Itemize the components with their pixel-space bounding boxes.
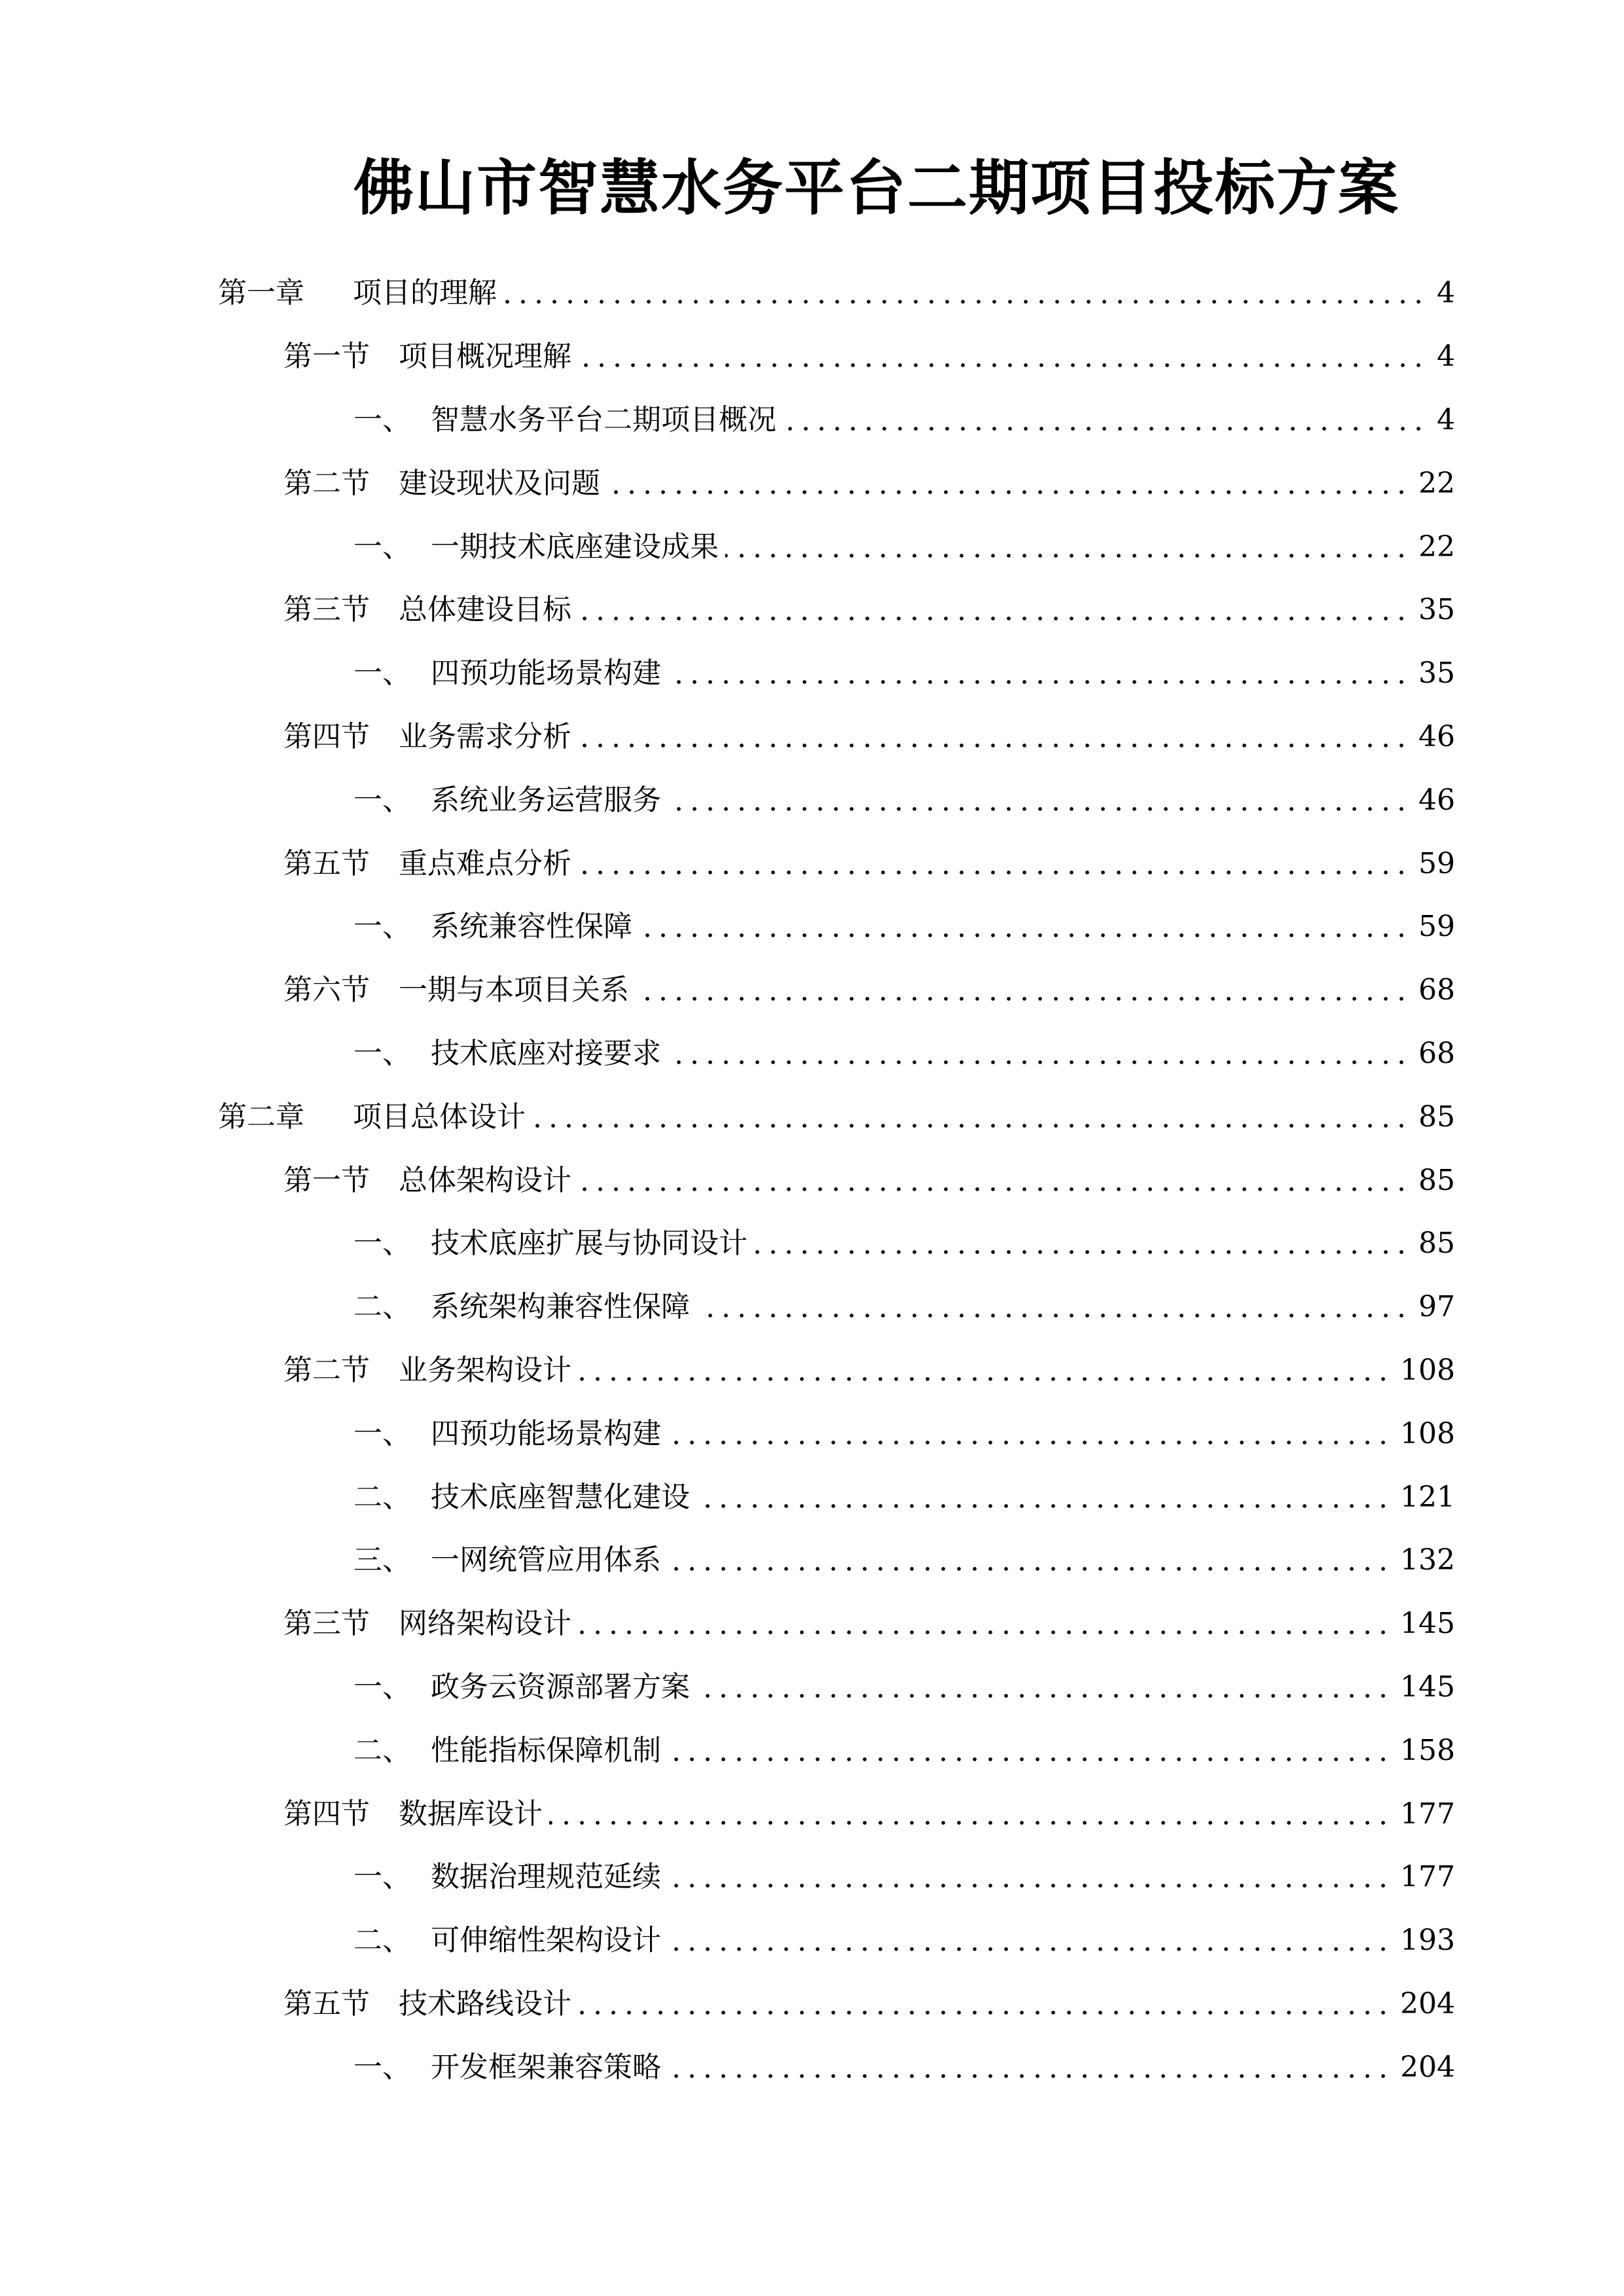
toc-entry-title: 数据治理规范延续 (431, 1860, 661, 1894)
toc-entry-page-number: 204 (1400, 2050, 1455, 2084)
toc-dot-leader (696, 1693, 1391, 1698)
toc-entry-page-number: 85 (1418, 1227, 1455, 1261)
toc-entry-page-number: 97 (1418, 1290, 1455, 1324)
toc-entry-number: 第二节 (283, 466, 370, 500)
toc-entry-title: 系统业务运营服务 (431, 783, 661, 817)
toc-entry-title: 技术底座对接要求 (431, 1036, 661, 1070)
toc-dot-leader (636, 996, 1409, 1001)
toc-entry-number: 一、 (353, 1416, 411, 1450)
toc-dot-leader (783, 426, 1426, 431)
toc-entry-page-number: 46 (1418, 783, 1455, 817)
toc-entry-title: 可伸缩性架构设计 (431, 1924, 661, 1958)
toc-dot-leader (725, 553, 1409, 558)
toc-entry-number: 一、 (353, 1670, 411, 1704)
toc-entry-number: 第一节 (283, 1163, 370, 1197)
toc-entry-number: 第六节 (283, 973, 370, 1007)
toc-entry-page-number: 4 (1437, 403, 1455, 437)
toc-entry-page-number: 46 (1418, 719, 1455, 753)
toc-entry-title: 技术底座智慧化建设 (431, 1480, 690, 1514)
toc-entry-number: 二、 (353, 1733, 411, 1767)
toc-entry-title: 建设现状及问题 (399, 466, 600, 500)
toc-entry-title: 技术路线设计 (399, 1986, 571, 2020)
toc-entry-page-number: 68 (1418, 1036, 1455, 1070)
toc-entry-level-3[interactable] (0, 895, 1624, 959)
toc-entry-page-number: 193 (1400, 1924, 1455, 1958)
toc-entry-title: 业务需求分析 (399, 719, 571, 753)
toc-entry-title: 项目的理解 (353, 276, 497, 310)
toc-entry-page-number: 85 (1418, 1100, 1455, 1134)
toc-dot-leader (578, 1376, 1391, 1382)
toc-entry-title: 技术底座扩展与协同设计 (431, 1227, 748, 1261)
toc-entry-level-2[interactable] (0, 1149, 1624, 1212)
toc-dot-leader (668, 1566, 1391, 1571)
toc-dot-leader (503, 299, 1426, 304)
toc-entry-page-number: 59 (1418, 910, 1455, 944)
toc-entry-page-number: 68 (1418, 973, 1455, 1007)
toc-entry-number: 二、 (353, 1480, 411, 1514)
toc-entry-level-2[interactable] (0, 1339, 1624, 1403)
toc-entry-title: 一期技术底座建设成果 (431, 529, 719, 564)
toc-entry-level-2[interactable] (0, 325, 1624, 389)
toc-entry-title: 一网统管应用体系 (431, 1543, 661, 1577)
toc-dot-leader (668, 1946, 1391, 1952)
toc-entry-level-3[interactable] (0, 1276, 1624, 1339)
toc-dot-leader (578, 616, 1409, 621)
toc-entry-title: 四预功能场景构建 (431, 656, 661, 691)
toc-entry-number: 第二章 (218, 1100, 304, 1134)
toc-entry-level-3[interactable] (0, 389, 1624, 452)
toc-entry-level-2[interactable] (0, 1973, 1624, 2036)
toc-entry-level-2[interactable] (0, 1782, 1624, 1846)
toc-entry-page-number: 35 (1418, 593, 1455, 627)
toc-entry-level-2[interactable] (0, 706, 1624, 769)
toc-entry-title: 系统架构兼容性保障 (431, 1290, 690, 1324)
toc-entry-page-number: 121 (1400, 1480, 1455, 1514)
toc-dot-leader (532, 1123, 1409, 1128)
toc-entry-level-3[interactable] (0, 1656, 1624, 1719)
toc-entry-title: 系统兼容性保障 (431, 910, 632, 944)
toc-entry-level-3[interactable] (0, 1846, 1624, 1909)
toc-entry-level-3[interactable] (0, 1719, 1624, 1782)
toc-dot-leader (668, 679, 1409, 685)
toc-entry-page-number: 22 (1418, 529, 1455, 564)
toc-dot-leader (639, 933, 1409, 938)
toc-entry-level-2[interactable] (0, 959, 1624, 1022)
toc-entry-level-2[interactable] (0, 832, 1624, 895)
toc-entry-number: 一、 (353, 910, 411, 944)
toc-dot-leader (578, 1630, 1391, 1635)
toc-entry-number: 一、 (353, 1036, 411, 1070)
toc-entry-title: 开发框架兼容策略 (431, 2050, 661, 2084)
toc-dot-leader (607, 490, 1409, 495)
toc-dot-leader (696, 1313, 1409, 1318)
toc-entry-level-1[interactable] (0, 262, 1624, 325)
toc-entry-number: 三、 (353, 1543, 411, 1577)
toc-entry-page-number: 22 (1418, 466, 1455, 500)
toc-dot-leader (578, 743, 1409, 748)
toc-entry-level-3[interactable] (0, 1465, 1624, 1529)
toc-entry-page-number: 59 (1418, 846, 1455, 880)
toc-entry-level-3[interactable] (0, 768, 1624, 832)
toc-entry-number: 第三节 (283, 1607, 370, 1641)
toc-entry-number: 一、 (353, 529, 411, 564)
toc-entry-level-3[interactable] (0, 2036, 1624, 2099)
toc-entry-level-2[interactable] (0, 452, 1624, 515)
toc-dot-leader (668, 1757, 1391, 1762)
toc-entry-number: 第四节 (283, 719, 370, 753)
toc-entry-number: 第一节 (283, 340, 370, 374)
toc-entry-title: 一期与本项目关系 (399, 973, 629, 1007)
toc-dot-leader (549, 1820, 1391, 1825)
toc-dot-leader (668, 1883, 1391, 1888)
toc-entry-level-3[interactable] (0, 1402, 1624, 1465)
toc-entry-page-number: 132 (1400, 1543, 1455, 1577)
toc-entry-number: 第四节 (283, 1797, 370, 1831)
toc-entry-level-2[interactable] (0, 579, 1624, 642)
toc-entry-page-number: 108 (1400, 1353, 1455, 1387)
toc-entry-number: 第二节 (283, 1353, 370, 1387)
toc-entry-title: 数据库设计 (399, 1797, 543, 1831)
table-of-contents (0, 262, 1624, 2099)
toc-entry-page-number: 35 (1418, 656, 1455, 691)
toc-dot-leader (578, 363, 1426, 368)
toc-dot-leader (668, 806, 1409, 812)
toc-entry-title: 项目总体设计 (353, 1100, 526, 1134)
toc-entry-level-3[interactable] (0, 642, 1624, 706)
toc-entry-page-number: 177 (1400, 1860, 1455, 1894)
toc-dot-leader (754, 1249, 1409, 1255)
toc-entry-title: 总体架构设计 (399, 1163, 571, 1197)
toc-dot-leader (668, 1440, 1391, 1445)
toc-entry-title: 重点难点分析 (399, 846, 571, 880)
toc-entry-number: 一、 (353, 1227, 411, 1261)
toc-entry-page-number: 108 (1400, 1416, 1455, 1450)
toc-entry-page-number: 204 (1400, 1986, 1455, 2020)
toc-entry-level-3[interactable] (0, 1212, 1624, 1276)
toc-entry-level-3[interactable] (0, 515, 1624, 579)
toc-dot-leader (578, 870, 1409, 875)
toc-dot-leader (668, 2073, 1391, 2079)
toc-entry-level-2[interactable] (0, 1592, 1624, 1656)
toc-entry-number: 一、 (353, 783, 411, 817)
toc-entry-number: 一、 (353, 656, 411, 691)
document-title: 佛山市智慧水务平台二期项目投标方案 (353, 153, 1400, 223)
toc-dot-leader (578, 2010, 1391, 2015)
toc-entry-page-number: 177 (1400, 1797, 1455, 1831)
toc-entry-number: 一、 (353, 403, 411, 437)
toc-entry-page-number: 158 (1400, 1733, 1455, 1767)
toc-entry-title: 智慧水务平台二期项目概况 (431, 403, 776, 437)
toc-entry-level-3[interactable] (0, 1909, 1624, 1973)
toc-entry-page-number: 145 (1400, 1670, 1455, 1704)
toc-entry-title: 网络架构设计 (399, 1607, 571, 1641)
toc-dot-leader (578, 1187, 1409, 1192)
toc-dot-leader (668, 1060, 1409, 1065)
toc-entry-title: 项目概况理解 (399, 340, 571, 374)
toc-entry-number: 第五节 (283, 1986, 370, 2020)
toc-entry-level-3[interactable] (0, 1529, 1624, 1592)
toc-entry-number: 二、 (353, 1924, 411, 1958)
toc-dot-leader (696, 1503, 1391, 1509)
toc-entry-title: 总体建设目标 (399, 593, 571, 627)
toc-entry-level-3[interactable] (0, 1022, 1624, 1086)
toc-entry-title: 性能指标保障机制 (431, 1733, 661, 1767)
toc-entry-number: 二、 (353, 1290, 411, 1324)
toc-entry-title: 业务架构设计 (399, 1353, 571, 1387)
toc-entry-page-number: 85 (1418, 1163, 1455, 1197)
toc-entry-page-number: 4 (1437, 276, 1455, 310)
toc-entry-number: 一、 (353, 2050, 411, 2084)
toc-entry-number: 一、 (353, 1860, 411, 1894)
toc-entry-number: 第五节 (283, 846, 370, 880)
toc-entry-page-number: 145 (1400, 1607, 1455, 1641)
toc-entry-title: 四预功能场景构建 (431, 1416, 661, 1450)
toc-entry-title: 政务云资源部署方案 (431, 1670, 690, 1704)
toc-entry-level-1[interactable] (0, 1085, 1624, 1149)
toc-entry-number: 第三节 (283, 593, 370, 627)
toc-entry-number: 第一章 (218, 276, 304, 310)
toc-entry-page-number: 4 (1437, 340, 1455, 374)
